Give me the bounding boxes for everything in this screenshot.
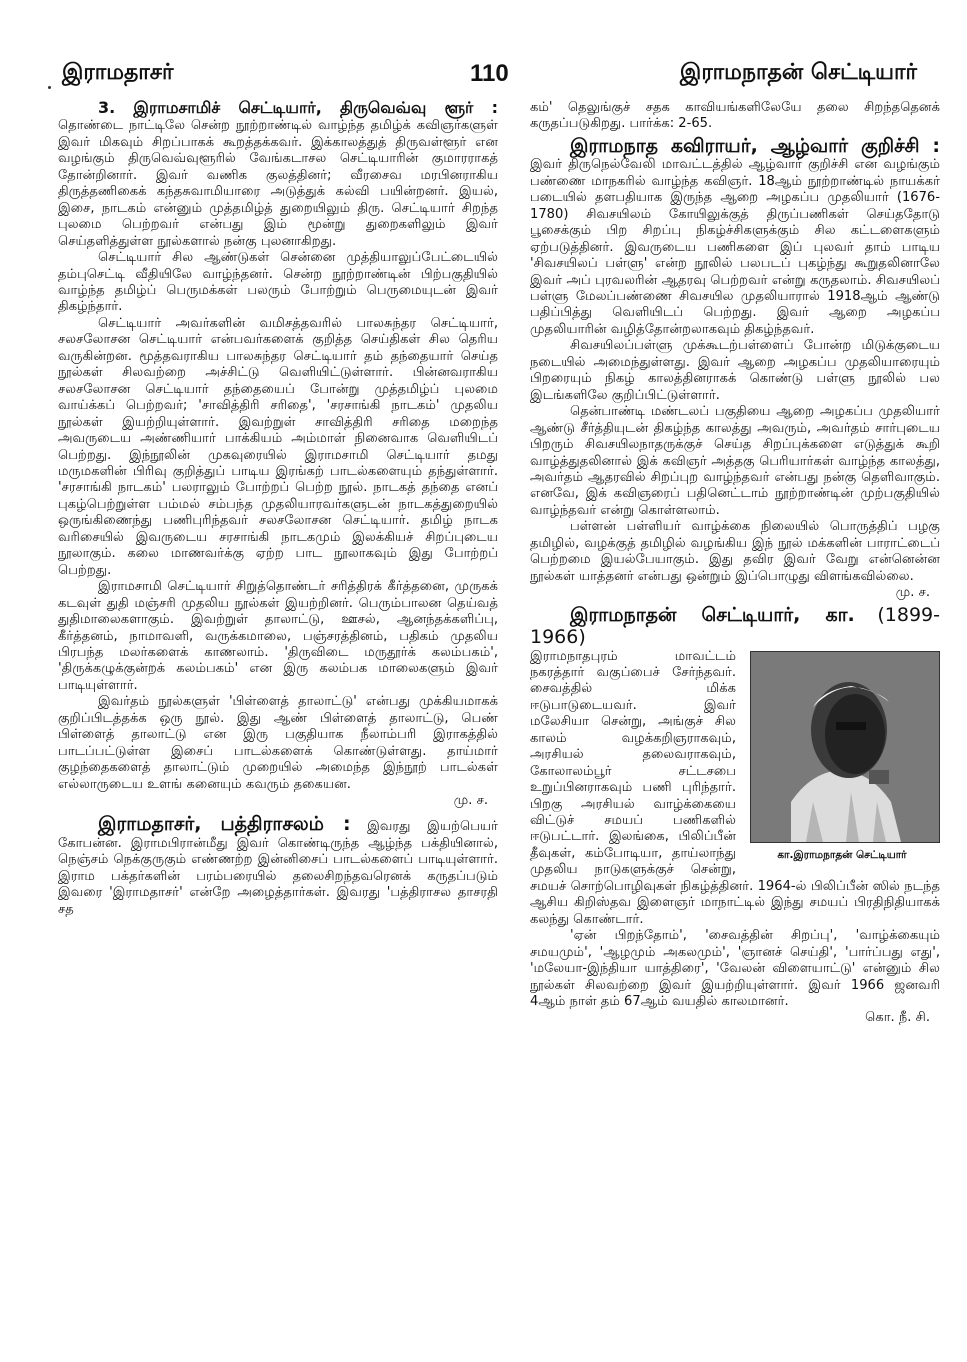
paragraph: இவரது இயற்பெயர் கோபன்ன. இராமபிரான்மீது இவர் கொண்டிருந்த ஆழ்ந்த பக்தியினால், நெஞ்சம் நெக்குருகும் எண்ணற்ற இன்னிசைப் பாடல்களைப் பாடியுள்ளார். இராம பக்தர்களின் பரம்பரையில் தலைசிறந்தவரெனக் கருதப்படும் இவரை 'இராமதாசர்' என்றே அழைத்தார்கள். இவரது 'பத்திராசல தாசரதி சத bbox=[58, 819, 498, 917]
paragraph: தொண்டை நாட்டிலே சென்ற நூற்றாண்டில் வாழ்ந்த தமிழ்க் கவிஞர்களுள் இவர் மிகவும் சிறப்பாகக் கூறத்தக்கவர். இக்காலத்துத் திருவள்ளூர் என வழங்கும் திருவெவ்வுளூரில் வேங்கடாசல செட்டியாரின் குமாரராகத் தோன்றினார். இவர் வணிக குலத்தினர்; வீரசைவ மரபினராகிய திருத்தணிகைக் கந்தசுவாமியாரை அடுத்துக் கல்வி பயின்றனர். இயல், இசை, நாடகம் என்னும் முத்தமிழ்த் துறையிலும் திரு. செட்டியார் சிறந்த புலமை பெற்றவர் என்பது இம் மூன்று துறைகளிலும் இவர் செய்தளித்துள்ள நூல்களால் நன்கு புலனாகிறது. bbox=[58, 118, 498, 249]
paragraph: இவர்தம் நூல்களுள் 'பிள்ளைத் தாலாட்டு' என்பது முக்கியமாகக் குறிப்பிடத்தக்க ஒரு நூல். இது ஆண் பிள்ளைத் தாலாட்டு, பெண் பிள்ளைத் தாலாட்டு என இரு பகுதியாக நீலாம்பரி இராகத்தில் பாடப்பட்டுள்ள இசைப் பாடல்களைக் கொண்டுள்ளது. தாய்மார் குழந்தைகளைத் தாலாட்டும் முறையில் அமைந்த இந்நூற் பாடல்கள் எல்லாருடைய உளங் கனையும் கவரும் தகையன. bbox=[58, 694, 498, 792]
paragraph: தென்பாண்டி மண்டலப் பகுதியை ஆறை அழகப்ப முதலியார் ஆண்டு சீர்த்தியுடன் திகழ்ந்த காலத்து அவரும், அவர்தம் சார்புடைய பிறரும் சிவசயிலநாதருக்குச் செய்த சிறப்புக்களை எடுத்துக் கூறி வாழ்த்துதலினால் இக் கவிஞர் அத்தகு பெரியார்கள் வாழ்ந்த காலத்து, அவர்தம் ஆதரவில் சிறப்புற வாழ்ந்தவர் என்பது நன்கு தெளிவாகும். எனவே, இக் கவிஞரைப் பதினெட்டாம் நூற்றாண்டின் முற்பகுதியில் வாழ்ந்தவர் என்று கொள்ளலாம். bbox=[530, 404, 940, 518]
author-signature: மு. ச. bbox=[895, 585, 930, 601]
paragraph: இவர் திருநெல்வேலி மாவட்டத்தில் ஆழ்வார் குறிச்சி என வழங்கும் பண்ணை மாநகரில் வாழ்ந்த கவிஞர். 18ஆம் நூற்றாண்டில் நாயக்கர் படையில் தளபதியாக இருந்த ஆறை அழகப்ப முதலியார் (1676-1780) சிவசயிலம் கோயிலுக்குத் திருப்பணிகள் செய்ததோடு பூசைக்கும் பிற சிறப்பு நிகழ்ச்சிகளுக்கும் சில கட்டளைகளும் ஏற்படுத்தினர். இவருடைய பணிகளை இப் புலவர் தாம் பாடிய 'சிவசயிலப் பள்ளு' என்ற நூலில் பலபடப் புகழ்ந்து கூறுதலினாலே இவர் அப் புரவலரின் ஆதரவு பெற்றவர் என்று கருதலாம். சிவசயிலப் பள்ளு மேலப்பண்ணை சிவசயில முதலியாரால் 1918ஆம் ஆண்டு பதிப்பித்து வெளியிடப் பெற்றது. இவர் ஆறை அழகப்ப முதலியாரின் வழித்தோன்றலாகவும் திகழ்ந்தவர். bbox=[530, 157, 940, 337]
entry-heading: இராமநாதன் செட்டியார், கா. bbox=[570, 603, 855, 626]
paragraph: இராமநாதபுரம் மாவட்டம் நகரத்தார் வகுப்பைச் சேர்ந்தவர். சைவத்தில் மிக்க ஈடுபாடுடையவர். இவர் மலேசியா சென்று, அங்குச் சில காலம் வழக்கறிஞராகவும், அரசியல் தலைவராகவும், கோலாலம்பூர் சட்டசபை உறுப்பினராகவும் பணி புரிந்தார். பிறகு அரசியல் வாழ்க்கையை விட்டுச் சமயப் பணிகளில் ஈடுபட்டார். இலங்கை, பிலிப்பீன் தீவுகள், கம்போடியா, தாய்லாந்து முதலிய நாடுகளுக்குச் சென்று, சமயச் சொற்பொழிவுகள் நிகழ்த்தினர். 1964-ல் பிலிப்பீன் ஸில் நடந்த ஆசிய கிறிஸ்தவ இளைஞர் மாநாட்டில் இந்து சமயப் பிரதிநிதியாகக் கலந்து கொண்டார். bbox=[530, 648, 940, 927]
paragraph: செட்டியார் அவர்களின் வமிசத்தவரில் பாலசுந்தர செட்டியார், சலசலோசன செட்டியார் என்பவர்களைக் குறித்த செய்திகள் சில தெரிய வருகின்றன. மூத்தவராகிய பாலசுந்தர செட்டியார் தம் தந்தையார் செய்த நூல்கள் சிலவற்றை அச்சிட்டு வெளியிட்டுள்ளார். பின்னவராகிய சலசலோசன செட்டியார் தந்தையைப் போன்று முத்தமிழ்ப் புலமை வாய்க்கப் பெற்றவர்; 'சாவித்திரி சரிதை', 'சரசாங்கி நாடகம்' முதலிய நூல்கள் இயற்றியுள்ளார். இவற்றுள் சாவித்திரி சரிதை மறைந்த அவருடைய அண்ணியார் பாக்கியம் அம்மாள் நினைவாக வெளியிடப் பெற்றது. இந்நூலின் முகவுரையில் இராமசாமி செட்டியார் தமது மருமகளின் பிரிவு குறித்துப் பாடிய இரங்கற் பாடல்களையும் தந்துள்ளார். 'சரசாங்கி நாடகம்' பலராலும் போற்றப் பெற்ற நூல். நாடகத் தந்தை எனப் புகழ்பெற்றுள்ள பம்மல் சம்பந்த முதலியாரவர்களுடன் நாடகத்துறையில் ஒருங்கிணைந்து பணிபுரிந்தவர் சலசலோசன செட்டியார். தமிழ் நாடக வரிசையில் இவருடைய சரசாங்கி நாடகமும் இலக்கியச் சிறப்புடைய நூலாகும். கலை மாணவர்க்கு ஏற்ற பாட நூலாகவும் இது போற்றப் பெற்றது. bbox=[58, 315, 498, 578]
portrait-photo bbox=[750, 651, 940, 843]
entry-heading: இராமதாசர், பத்திராசலம் : bbox=[98, 813, 351, 836]
author-signature: கொ. நீ. சி. bbox=[865, 1010, 930, 1026]
photo-caption: கா.இராமநாதன் செட்டியார் bbox=[777, 848, 907, 861]
paragraph: பள்ளன் பள்ளியர் வாழ்க்கை நிலையில் பொருத்திப் பழகு தமிழில், வழக்குத் தமிழில் வழங்கிய இந் நூல் மக்களின் பாராட்டைப் பெற்றமை இயல்பேயாகும். இது தவிர இவர் வேறு என்னென்ன நூல்கள் யாத்தனர் என்பது ஒன்றும் இப்பொழுது விளங்கவில்லை. bbox=[530, 519, 940, 584]
right-column bbox=[530, 100, 940, 1027]
entry-years: (1899-1966) bbox=[530, 603, 940, 649]
left-column bbox=[58, 100, 498, 918]
paragraph: சிவசயிலப்பள்ளு முக்கூடற்பள்ளைப் போன்ற மிடுக்குடைய நடையில் அமைந்துள்ளது. இவர் ஆறை அழகப்ப முதலியாரையும் பிறரையும் நிகழ் காலத்தினராகக் கொண்டு பள்ளு நூலில் பல இடங்களிலே குறிப்பிட்டுள்ளார். bbox=[530, 338, 940, 403]
running-head-left: இராமதாசர் bbox=[62, 60, 174, 85]
margin-dot bbox=[48, 86, 51, 89]
entry-heading: இராமநாத கவிராயர், ஆழ்வார் குறிச்சி : bbox=[570, 134, 940, 157]
paragraph: 'ஏன் பிறந்தோம்', 'சைவத்தின் சிறப்பு', 'வாழ்க்கையும் சமயமும்', 'ஆழமும் அகலமும்', 'ஞானச் செய்தி', 'பார்ப்பது எது', 'மலேயா-இந்தியா யாத்திரை', 'வேலன் விளையாட்டு' என்னும் சில நூல்கள் சிலவற்றை இவர் இயற்றியுள்ளார். இவர் 1966 ஜனவரி 4ஆம் நாள் தம் 67ஆம் வயதில் காலமானர். bbox=[530, 928, 940, 1010]
portrait-figure bbox=[744, 651, 940, 863]
running-head-right: இராமநாதன் செட்டியார் bbox=[679, 60, 917, 85]
page-number: 110 bbox=[470, 60, 509, 87]
paragraph: செட்டியார் சில ஆண்டுகள் சென்னை முத்தியாலுப்பேட்டையில் தம்புசெட்டி வீதியிலே வாழ்ந்தனர். சென்ற நூற்றாண்டின் பிற்பகுதியில் வாழ்ந்த தமிழ்ப் பெருமக்கள் பலரும் போற்றும் பெருமையுடன் இவர் திகழ்ந்தார். bbox=[58, 250, 498, 315]
paragraph: இராமசாமி செட்டியார் சிறுத்தொண்டர் சரித்திரக் கீர்த்தனை, முருகக் கடவுள் துதி மஞ்சரி முதலிய நூல்கள் இயற்றினர். பெரும்பாலன தெய்வத் துதிமாலைகளாகும். இவற்றுள் தாலாட்டு, ஊசல், ஆனந்தக்களிப்பு, கீர்த்தனம், நாமாவளி, வருக்கமாலை, பஞ்சரத்தினம், பதிகம் முதலிய பிரபந்த மலர்களைக் காணலாம். 'திருவிடை மருதூர்க் கலம்பகம்', 'திருக்கழுக்குன்றக் கலம்பகம்' என இரு கலம்பக மாலைகளும் இவர் பாடியுள்ளார். bbox=[58, 579, 498, 693]
author-signature: மு. ச. bbox=[453, 793, 488, 809]
paragraph: கம்' தெலுங்குச் சதக காவியங்களிலேயே தலை சிறந்ததெனக் கருதப்படுகிறது. பார்க்க: 2-65. bbox=[530, 100, 940, 132]
entry-heading: 3. இராமசாமிச் செட்டியார், திருவெவ்வு ளூர் : bbox=[98, 98, 498, 117]
